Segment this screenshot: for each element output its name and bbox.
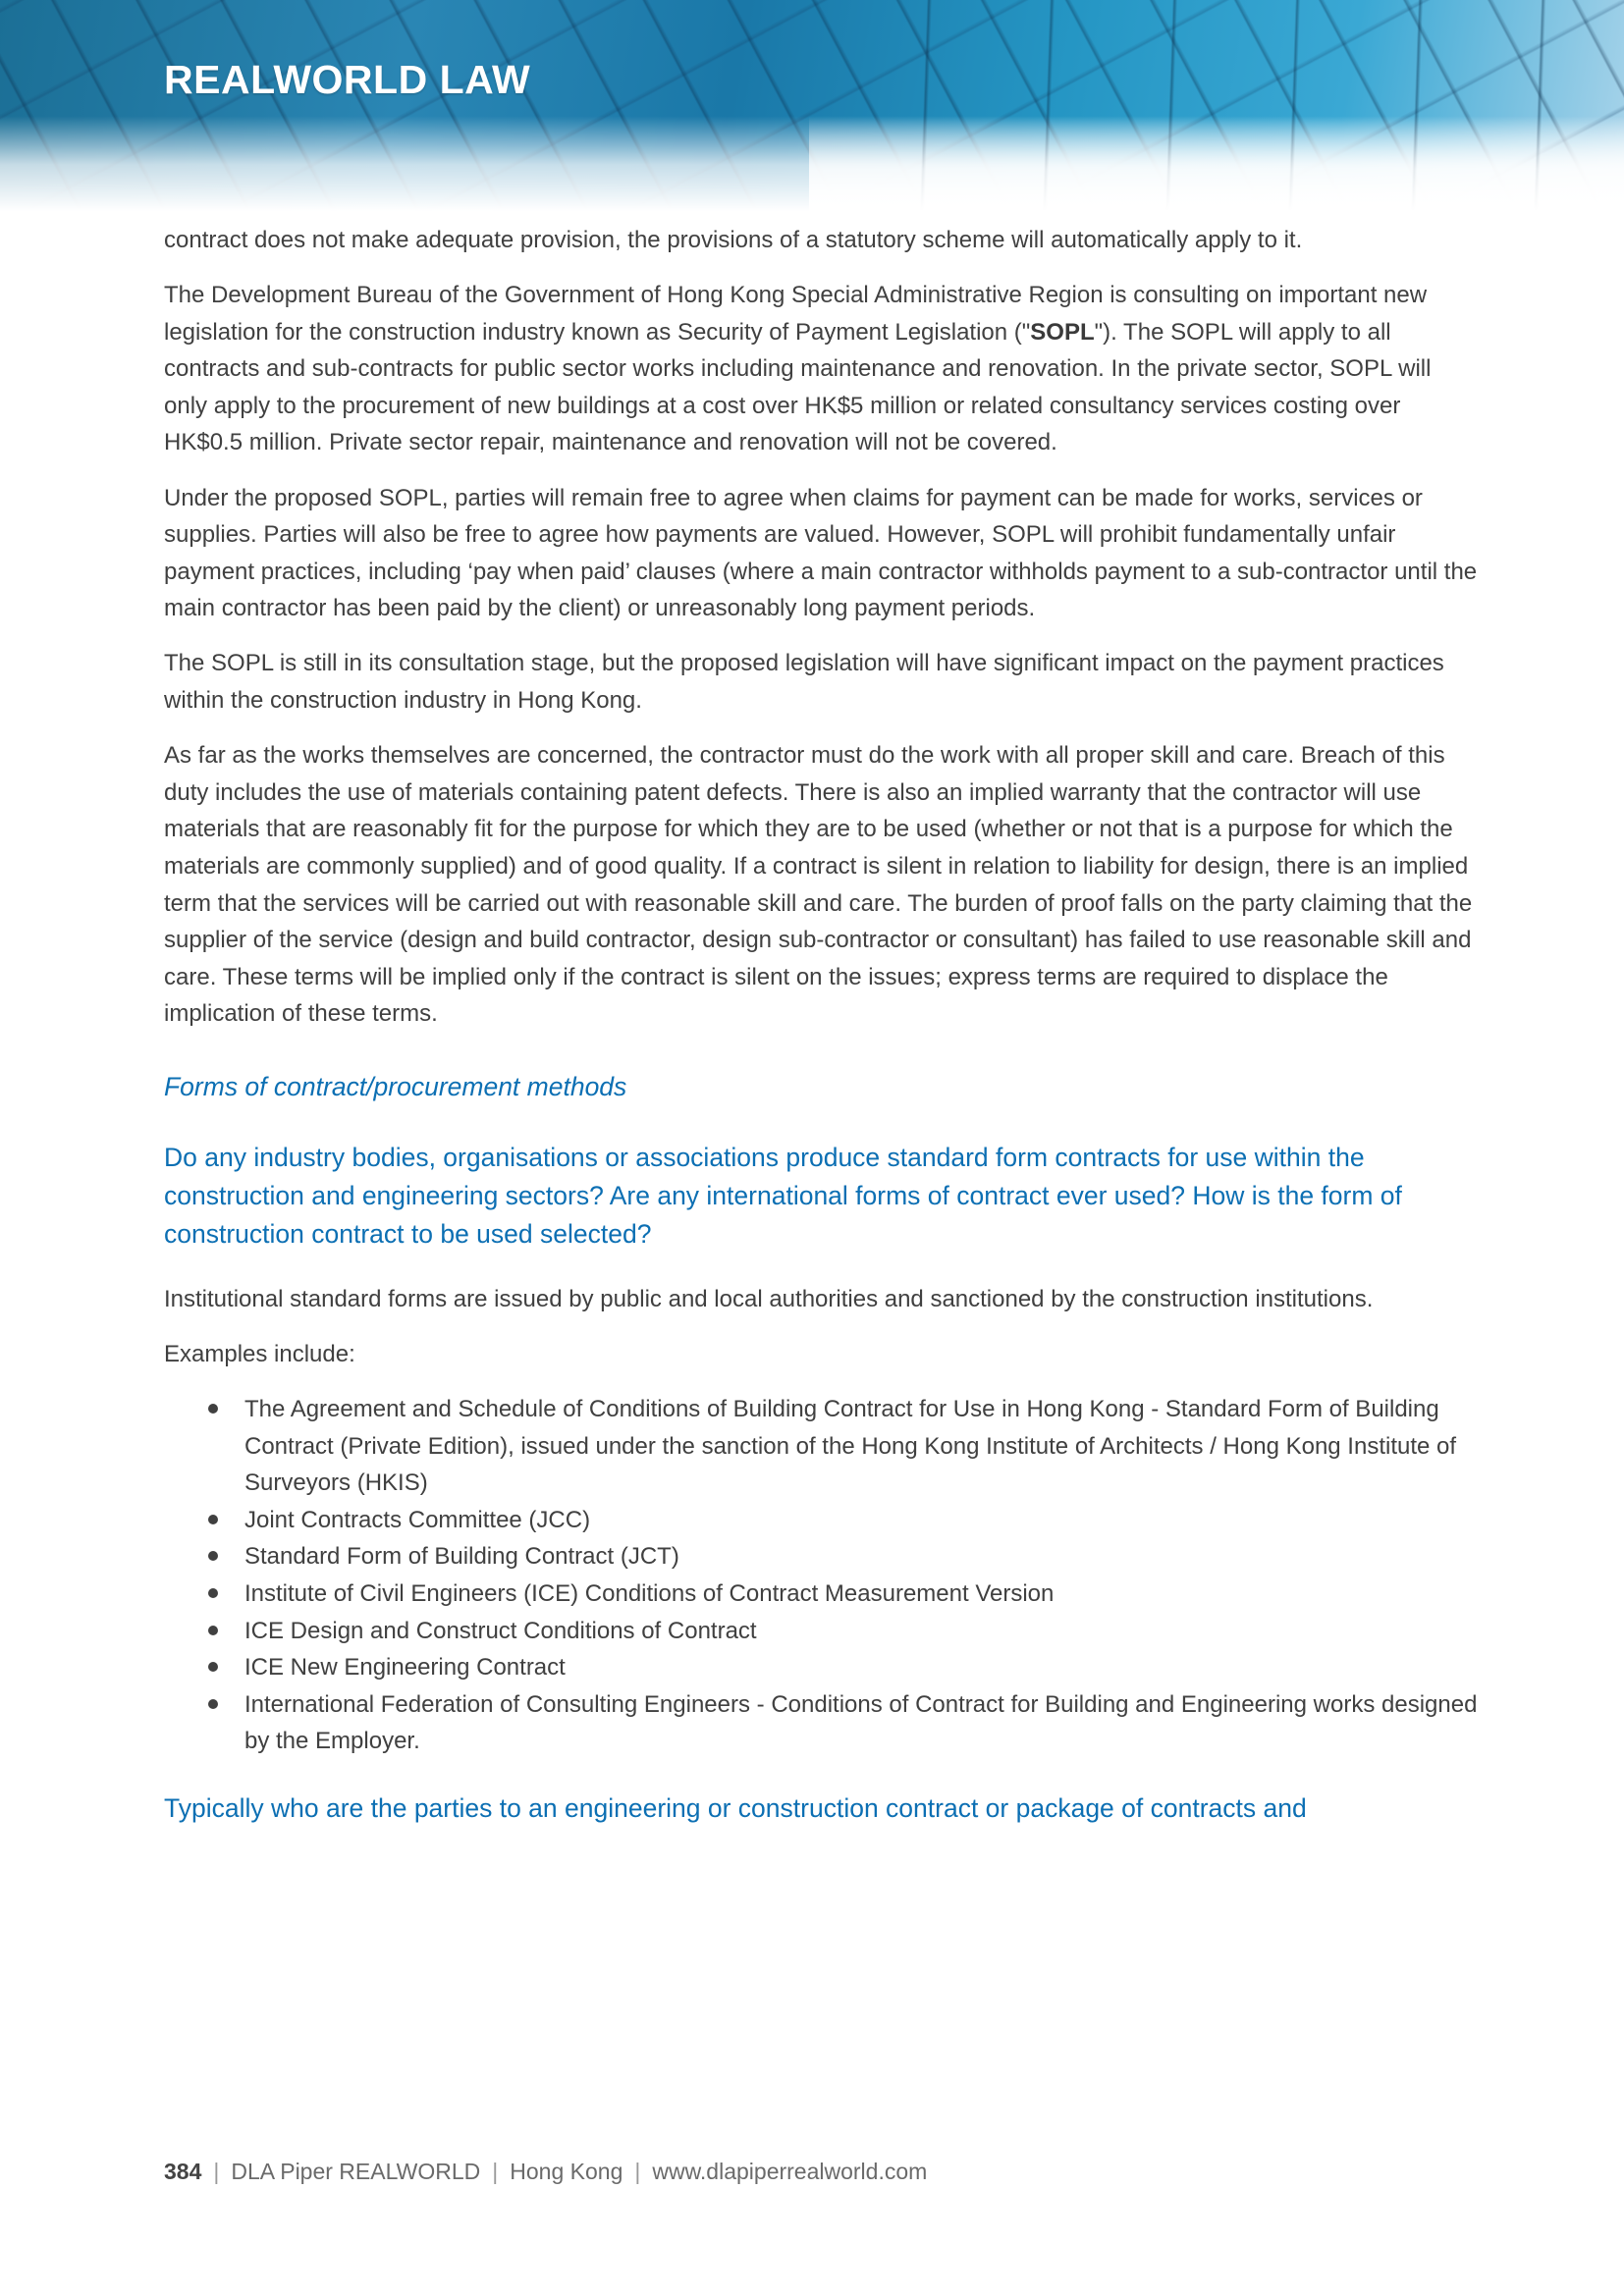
list-item: [164, 1613, 1480, 1650]
bullet-icon: [208, 1662, 218, 1672]
paragraph: contract does not make adequate provision, the provisions of a statutory scheme will automatically apply to it.: [164, 227, 1303, 253]
examples-list: [164, 1391, 1480, 1760]
page-footer: [164, 2159, 927, 2185]
paragraph-text: "). The SOPL will apply to all contracts and sub-contracts for public sector works including maintenance and renovation. In the private sector, SOPL will only apply to the procurement of new buildings at a cost over HK$5 million or related consultancy services costing over HK$0.5 million. Private sector repair, maintenance and renovation will not be covered.: [164, 318, 1432, 456]
website-link[interactable]: www.dlapiperrealworld.com: [652, 2159, 928, 2184]
paragraph: Under the proposed SOPL, parties will remain free to agree when claims for payment can be made for works, services or supplies. Parties will also be free to agree how payments are valued. However, SOPL will prohibit fundamentally unfair payment practices, including ‘pay when paid’ clauses (where a main contractor withholds payment to a sub-contractor until the main contractor has been paid by the client) or unreasonably long payment periods.: [164, 484, 1478, 622]
list-item-text: The Agreement and Schedule of Conditions of Building Contract for Use in Hong Kong - Standard Form of Building Contract (Private Edition), issued under the sanction of the Hong Kong Institute of Architects / Hong Kong Institute of Surveyors (HKIS): [244, 1396, 1457, 1497]
banner-building-image: [809, 0, 1624, 211]
bullet-icon: [208, 1515, 218, 1524]
list-item: [164, 1649, 1480, 1686]
bullet-icon: [208, 1626, 218, 1635]
list-item-text: Standard Form of Building Contract (JCT): [244, 1543, 679, 1571]
list-item-text: ICE New Engineering Contract: [244, 1654, 566, 1682]
footer-separator: |: [634, 2159, 641, 2184]
section-heading: Forms of contract/procurement methods: [164, 1071, 627, 1101]
country-name: Hong Kong: [510, 2159, 623, 2184]
bullet-icon: [208, 1404, 218, 1414]
question-heading: Typically who are the parties to an engineering or construction contract or package of contracts and: [164, 1793, 1307, 1823]
footer-separator: |: [213, 2159, 220, 2184]
question-heading: Do any industry bodies, organisations or associations produce standard form contracts for use within the construction and engineering sectors? Are any international forms of contract ever used? How is the form of construction contract to be used selected?: [164, 1142, 1402, 1249]
paragraph: The SOPL is still in its consultation stage, but the proposed legislation will have significant impact on the payment practices within the construction industry in Hong Kong.: [164, 650, 1444, 715]
list-item-text: Institute of Civil Engineers (ICE) Conditions of Contract Measurement Version: [244, 1580, 1055, 1608]
page-title: REALWORLD LAW: [164, 57, 531, 102]
header-banner: [0, 0, 1624, 211]
defined-term: SOPL: [1030, 318, 1095, 346]
list-item: [164, 1502, 1480, 1539]
bullet-icon: [208, 1551, 218, 1561]
paragraph-sopl-intro: [164, 277, 1480, 461]
list-item: [164, 1538, 1480, 1575]
list-item: [164, 1575, 1480, 1613]
publication-name: DLA Piper REALWORLD: [231, 2159, 481, 2184]
bullet-icon: [208, 1588, 218, 1598]
page-number: 384: [164, 2159, 202, 2184]
document-body: [164, 222, 1480, 1855]
examples-label: Examples include:: [164, 1340, 355, 1367]
paragraph: As far as the works themselves are concerned, the contractor must do the work with all proper skill and care. Breach of this duty includes the use of materials containing patent defects. There is also an implied warranty that the contractor will use materials that are reasonably fit for the purpose for which they are to be used (whether or not that is a purpose for which the materials are commonly supplied) and of good quality. If a contract is silent in relation to liability for design, there is an implied term that the services will be carried out with reasonable skill and care. The burden of proof falls on the party claiming that the supplier of the service (design and build contractor, design sub-contractor or consultant) has failed to use reasonable skill and care. These terms will be implied only if the contract is silent on the issues; express terms are required to displace the implication of these terms.: [164, 742, 1473, 1028]
list-item-text: International Federation of Consulting Engineers - Conditions of Contract for Building and Engineering works designed by the Employer.: [244, 1690, 1478, 1755]
list-item: [164, 1686, 1480, 1760]
paragraph: Institutional standard forms are issued by public and local authorities and sanctioned by the construction institutions.: [164, 1285, 1374, 1312]
list-item-text: ICE Design and Construct Conditions of Contract: [244, 1617, 757, 1644]
footer-separator: |: [492, 2159, 499, 2184]
bullet-icon: [208, 1699, 218, 1709]
list-item-text: Joint Contracts Committee (JCC): [244, 1506, 591, 1533]
paragraph-text: The Development Bureau of the Government of Hong Kong Special Administrative Region is consulting on important new legislation for the construction industry known as Security of Payment Legislation (": [164, 282, 1428, 346]
list-item: [164, 1391, 1480, 1502]
